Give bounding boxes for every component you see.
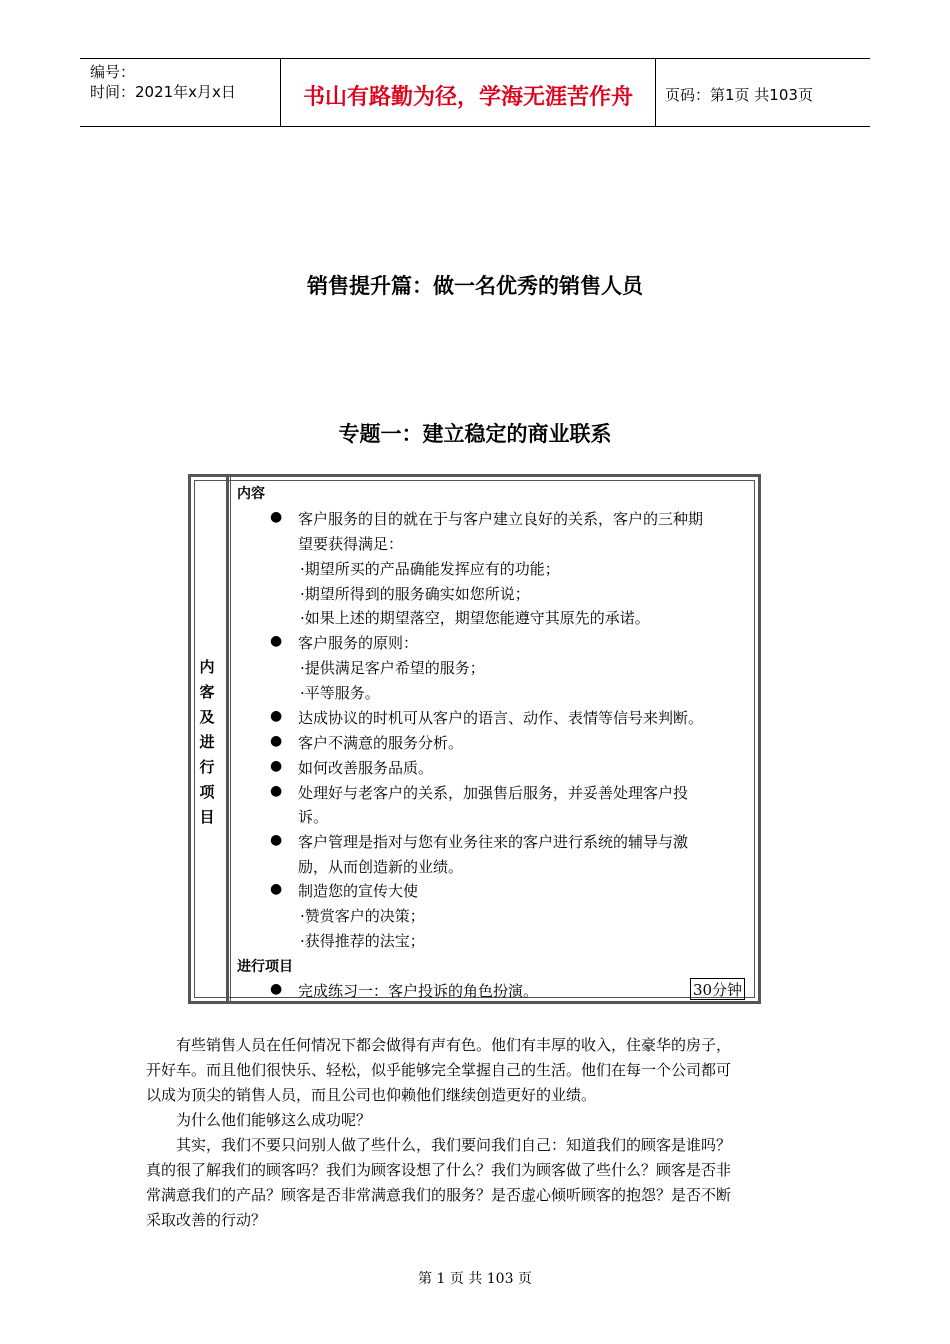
list-item: 客户不满意的服务分析。 xyxy=(298,734,464,752)
page-footer: 第 1 页 共 103 页 xyxy=(418,1271,532,1287)
box-divider xyxy=(226,477,229,1001)
list-item: 励，从而创造新的业绩。 xyxy=(298,858,464,876)
list-item: ·提供满足客户希望的服务； xyxy=(300,659,485,677)
list-item: 望要获得满足： xyxy=(298,535,404,553)
side-label: 内 客 及 进 行 项 目 xyxy=(199,658,215,826)
list-item: 如何改善服务品质。 xyxy=(298,759,434,777)
project-heading: 进行项目 xyxy=(237,959,293,975)
doc-time-label: 时间：2021年x月x日 xyxy=(90,83,236,101)
bullet-icon: ● xyxy=(270,758,283,774)
list-item: 客户服务的原则： xyxy=(298,634,419,652)
box-divider xyxy=(230,477,231,1001)
content-heading: 内容 xyxy=(237,486,265,502)
header-top-rule xyxy=(80,58,870,59)
header-divider xyxy=(280,58,281,126)
bullet-icon: ● xyxy=(270,733,283,749)
duration-badge: 30分钟 xyxy=(690,978,745,1000)
bullet-icon: ● xyxy=(270,783,283,799)
list-item: 客户服务的目的就在于与客户建立良好的关系，客户的三种期 xyxy=(298,510,704,528)
page-title: 销售提升篇：做一名优秀的销售人员 xyxy=(307,274,643,298)
header-motto: 书山有路勤为径，学海无涯苦作舟 xyxy=(302,85,633,110)
list-item: 诉。 xyxy=(298,808,329,826)
list-item: ·如果上述的期望落空，期望您能遵守其原先的承诺。 xyxy=(300,609,650,627)
bullet-icon: ● xyxy=(270,832,283,848)
list-item: ·获得推荐的法宝； xyxy=(300,932,425,950)
bullet-icon: ● xyxy=(270,633,283,649)
bullet-icon: ● xyxy=(270,881,283,897)
list-item: 处理好与老客户的关系，加强售后服务，并妥善处理客户投 xyxy=(298,784,689,802)
doc-number-label: 编号： xyxy=(90,63,136,81)
header-divider xyxy=(655,58,656,126)
list-item: 达成协议的时机可从客户的语言、动作、表情等信号来判断。 xyxy=(298,709,704,727)
section-title: 专题一：建立稳定的商业联系 xyxy=(338,422,612,446)
list-item: ·赞赏客户的决策； xyxy=(300,907,425,925)
list-item: ·平等服务。 xyxy=(300,684,380,702)
bullet-icon: ● xyxy=(270,509,283,525)
exercise-item: 完成练习一：客户投诉的角色扮演。 xyxy=(298,982,539,1000)
body-paragraph: 有些销售人员在任何情况下都会做得有声有色。他们有丰厚的收入，住豪华的房子， 开好车。而且他们很快乐、轻松，似乎能够完全掌握自己的生活。他们在每一个公司都可 以成为顶尖的销售人员，而且公司也仰赖他们继续创造更好的业绩。 为什么他们能够这么成功呢？ 其实，我们不要只问别人做了些什么，我们要问我们自己：知道我们的顾客是谁吗？ 真的很了解我们的顾客吗？我们为顾客设想了什么？我们为顾客做了些什么？顾客是否非 常满意我们的产品？顾客是否非常满意我们的服务？是否虚心倾听顾客的抱怨？是否不断 采取改善的行动？ xyxy=(146,1036,732,1229)
header-bottom-rule xyxy=(80,126,870,127)
list-item: 客户管理是指对与您有业务往来的客户进行系统的辅导与激 xyxy=(298,833,689,851)
header-page-info: 页码：第1页 共103页 xyxy=(665,86,813,104)
list-item: ·期望所买的产品确能发挥应有的功能； xyxy=(300,560,560,578)
bullet-icon: ● xyxy=(270,981,283,997)
bullet-icon: ● xyxy=(270,708,283,724)
header-meta xyxy=(90,62,236,102)
list-item: 制造您的宣传大使 xyxy=(298,882,419,900)
list-item: ·期望所得到的服务确实如您所说； xyxy=(300,585,530,603)
